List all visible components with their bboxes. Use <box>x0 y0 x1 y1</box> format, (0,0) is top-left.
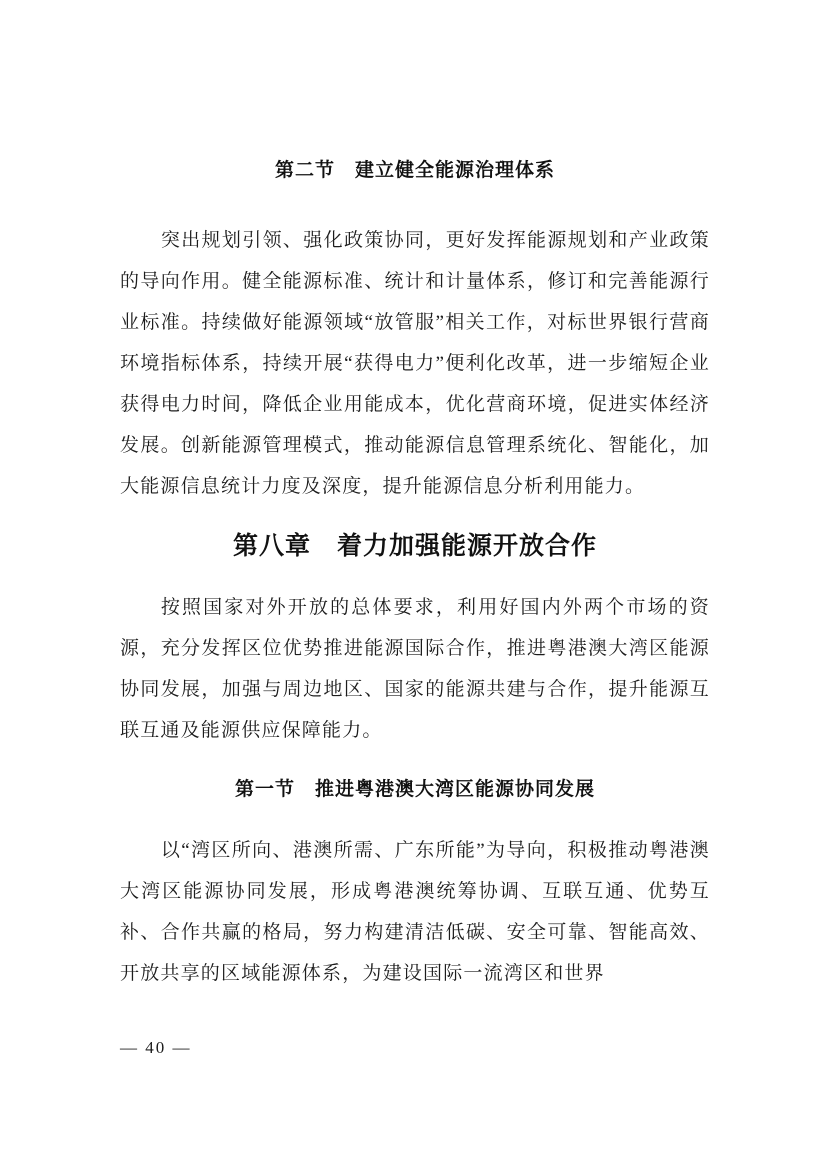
page-number: — 40 — <box>120 1038 192 1057</box>
section-heading-governance: 第二节 建立健全能源治理体系 <box>274 160 555 181</box>
paragraph-governance-body: 突出规划引领、强化政策协同，更好发挥能源规划和产业政策的导向作用。健全能源标准、统计和计量体系，修订和完善能源行业标准。持续做好能源领域“放管服”相关工作，对标世界银行营商环境指标体系，持续开展“获得电力”便利化改革，进一步缩短企业获得电力时间，降低企业用能成本，优化营商环境，促进实体经济发展。创新能源管理模式，推动能源信息管理系统化、智能化，加大能源信息统计力度及深度，提升能源信息分析利用能力。 <box>120 230 710 497</box>
paragraph-greater-bay-body: 以“湾区所向、港澳所需、广东所能”为导向，积极推动粤港澳大湾区能源协同发展，形成粤港澳统筹协调、互联互通、优势互补、合作共赢的格局，努力构建清洁低碳、安全可靠、智能高效、开放共享的区域能源体系，为建设国际一流湾区和世界 <box>120 840 710 984</box>
section-heading-greater-bay: 第一节 推进粤港澳大湾区能源协同发展 <box>234 779 595 800</box>
paragraph-chapter8-intro: 按照国家对外开放的总体要求，利用好国内外两个市场的资源，充分发挥区位优势推进能源国际合作，推进粤港澳大湾区能源协同发展，加强与周边地区、国家的能源共建与合作，提升能源互联互通及能源供应保障能力。 <box>120 597 710 741</box>
chapter-heading-8: 第八章 着力加强能源开放合作 <box>232 533 597 560</box>
